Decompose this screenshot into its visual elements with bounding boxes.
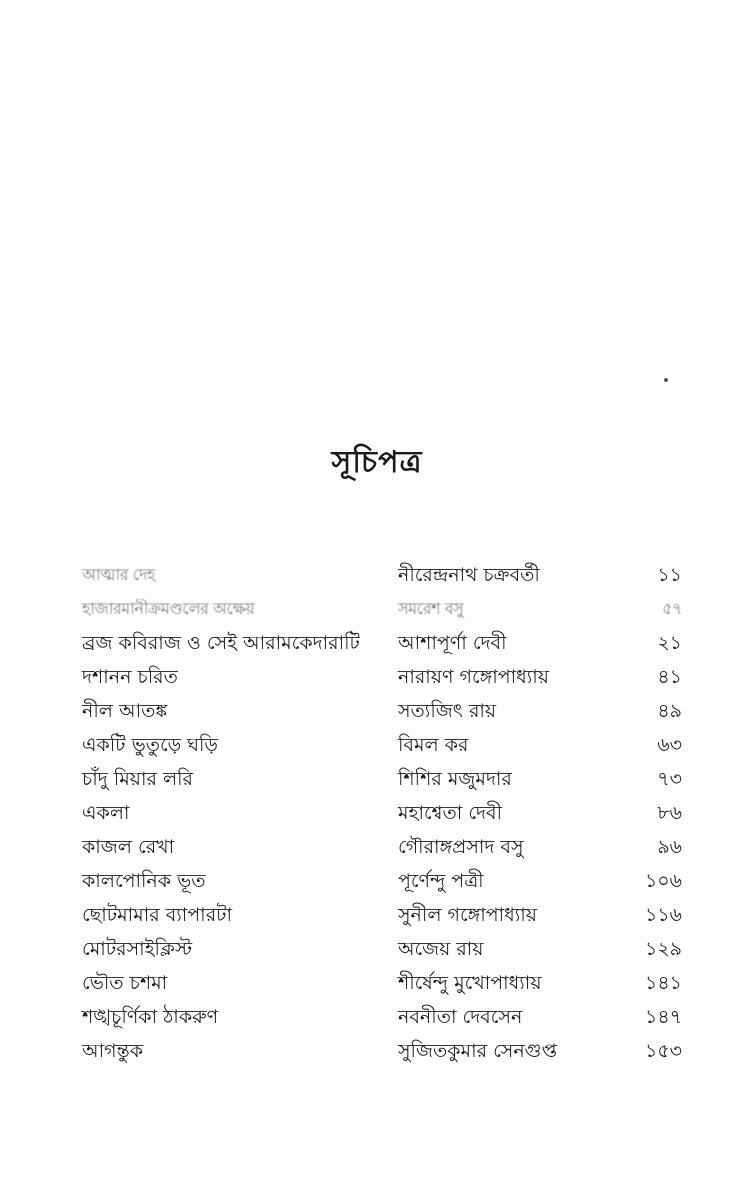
toc-entry xyxy=(0,728,754,762)
story-title: কাজল রেখা xyxy=(82,836,175,858)
page-number: ১২৯ xyxy=(644,938,682,960)
story-title: হাজারমানীক্রমণ্ডলের অক্ষেয় xyxy=(82,599,255,618)
toc-entry xyxy=(0,830,754,864)
author-name: সুনীল গঙ্গোপাধ্যায় xyxy=(398,904,537,926)
toc-entry xyxy=(0,1000,754,1034)
author-name: শীর্ষেন্দু মুখোপাধ্যায় xyxy=(398,972,542,994)
author-name: বিমল কর xyxy=(398,734,469,756)
page-number: ৪১ xyxy=(657,666,682,688)
story-title: আগন্তুক xyxy=(82,1040,144,1062)
author-name: গৌরাঙ্গপ্রসাদ বসু xyxy=(398,836,524,858)
story-title: চাঁদু মিয়ার লরি xyxy=(82,768,194,790)
page-title: সূচিপত্র xyxy=(331,445,423,480)
toc-entry xyxy=(0,898,754,932)
story-title: একটি ভুতুড়ে ঘড়ি xyxy=(82,734,218,756)
page-number: ৫৭ xyxy=(662,599,682,618)
page-number: ১১৬ xyxy=(644,904,682,926)
page-number: ১১ xyxy=(657,564,682,586)
page-number: ১৪৭ xyxy=(644,1006,682,1028)
page-number: ৪৯ xyxy=(657,700,682,722)
toc-entry xyxy=(0,932,754,966)
page-number: ২১ xyxy=(657,632,682,654)
page-number: ৬৩ xyxy=(657,734,682,756)
author-name: সত্যজিৎ রায় xyxy=(398,700,497,722)
story-title: ছোটমামার ব্যাপারটা xyxy=(82,904,233,926)
toc-entry xyxy=(0,626,754,660)
author-name: সমরেশ বসু xyxy=(398,599,464,618)
story-title: মোটরসাইক্লিস্ট xyxy=(82,938,193,960)
ink-speck xyxy=(664,378,668,382)
story-title: ভৌত চশমা xyxy=(82,972,168,994)
toc-entry xyxy=(0,1034,754,1068)
author-name: আশাপূর্ণা দেবী xyxy=(398,632,507,654)
page-number: ৭৩ xyxy=(657,768,682,790)
author-name: অজেয় রায় xyxy=(398,938,484,960)
story-title: নীল আতঙ্ক xyxy=(82,700,168,722)
toc-entry xyxy=(0,762,754,796)
author-name: নীরেন্দ্রনাথ চক্রবর্তী xyxy=(398,564,540,586)
page-number: ১৪১ xyxy=(645,972,682,994)
story-title: দশানন চরিত xyxy=(82,666,178,688)
story-title: কালপোনিক ভূত xyxy=(82,870,206,892)
toc-entry xyxy=(0,592,754,626)
toc-entry xyxy=(0,694,754,728)
author-name: নারায়ণ গঙ্গোপাধ্যায় xyxy=(398,666,549,688)
story-title: ব্রজ কবিরাজ ও সেই আরামকেদারাটি xyxy=(82,632,360,654)
toc-entry xyxy=(0,864,754,898)
toc-entry xyxy=(0,660,754,694)
author-name: সুজিতকুমার সেনগুপ্ত xyxy=(398,1040,558,1062)
author-name: পূর্ণেন্দু পত্রী xyxy=(398,870,484,892)
toc-entry xyxy=(0,966,754,1000)
page-number: ৮৬ xyxy=(657,802,682,824)
page-number: ১৫৩ xyxy=(644,1040,682,1062)
story-title: শঙ্খচূর্ণিকা ঠাকরুণ xyxy=(82,1006,219,1028)
story-title: আত্মার দেহ xyxy=(82,565,155,584)
author-name: শিশির মজুমদার xyxy=(398,768,512,790)
toc-entry xyxy=(0,558,754,592)
page-number: ৯৬ xyxy=(657,836,682,858)
author-name: মহাশ্বেতা দেবী xyxy=(398,802,503,824)
page-number: ১০৬ xyxy=(644,870,682,892)
story-title: একলা xyxy=(82,802,130,824)
toc-entry xyxy=(0,796,754,830)
author-name: নবনীতা দেবসেন xyxy=(398,1006,523,1028)
